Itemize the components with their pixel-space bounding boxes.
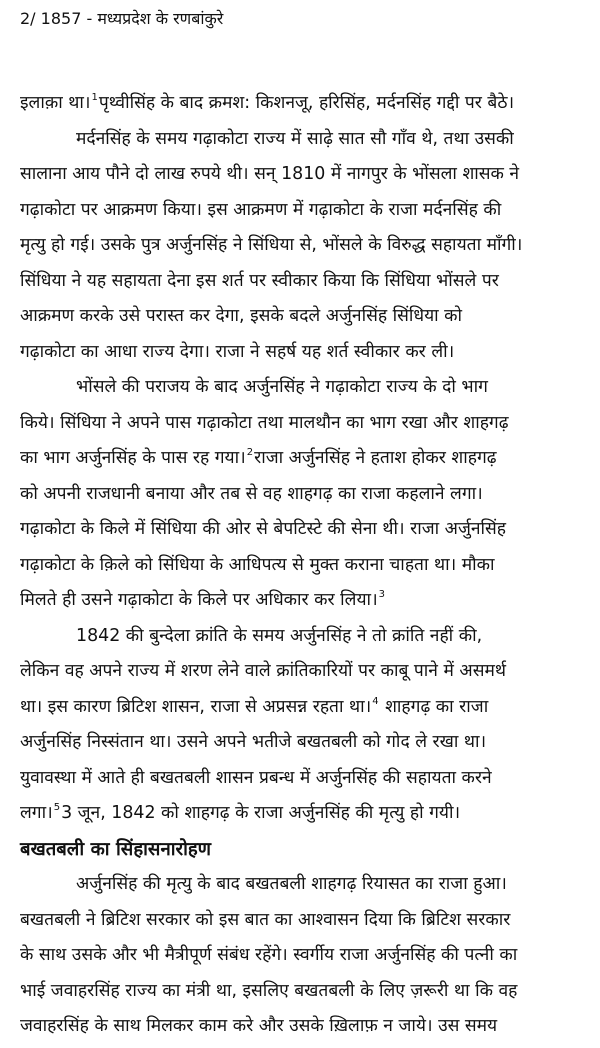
text-line: आक्रमण करके उसे परास्त कर देगा, इसके बदले अर्जुनसिंह सिंधिया को xyxy=(20,306,463,326)
text-block-before-heading xyxy=(20,86,582,832)
text-line: 1842 की बुन्देला क्रांति के समय अर्जुनसिंह ने तो क्रांति नहीं की, xyxy=(76,625,483,646)
line-text: 3 जून, 1842 को शाहगढ़ के राजा अर्जुनसिंह की मृत्यु हो गयी। xyxy=(61,803,461,823)
text-line: किये। सिंधिया ने अपने पास गढ़ाकोटा तथा मालथौन का भाग रखा और शाहगढ़ xyxy=(20,412,509,433)
text-line: सिंधिया ने यह सहायता देना इस शर्त पर स्वीकार किया कि सिंधिया भोंसले पर xyxy=(20,270,499,291)
text-line: बखतबली ने ब्रिटिश सरकार को इस बात का आश्वासन दिया कि ब्रिटिश सरकार xyxy=(20,909,511,930)
line-text: था। इस कारण ब्रिटिश शासन, राजा से अप्रसन्न रहता था। xyxy=(20,696,372,717)
text-line: युवावस्था में आते ही बखतबली शासन प्रबन्ध में अर्जुनसिंह की सहायता करने xyxy=(20,767,492,788)
running-head: 2/ 1857 - मध्यप्रदेश के रणबांकुरे xyxy=(20,9,224,28)
text-line: जवाहरसिंह के साथ मिलकर काम करे और उसके ख़िलाफ़ न जाये। उस समय xyxy=(20,1016,498,1036)
footnote-marker: 2 xyxy=(246,447,254,458)
line-text: इलाक़ा था। xyxy=(20,93,91,113)
text-line: लेकिन वह अपने राज्य में शरण लेने वाले क्रांतिकारियों पर काबू पाने में असमर्थ xyxy=(20,661,506,681)
text-line: गढ़ाकोटा पर आक्रमण किया। इस आक्रमण में गढ़ाकोटा के राजा मर्दनसिंह की xyxy=(20,199,502,220)
line-text: राजा अर्जुनसिंह ने हताश होकर शाहगढ़ xyxy=(254,448,497,468)
text-block-after-heading xyxy=(20,867,582,1045)
line-text: लगा। xyxy=(20,803,53,823)
line-text: पृथ्वीसिंह के बाद क्रमश: किशनजू, हरिसिंह, मर्दनसिंह गद्दी पर बैठे। xyxy=(98,93,515,113)
text-line xyxy=(20,441,582,477)
text-line xyxy=(20,796,582,832)
text-line: सालाना आय पौने दो लाख रुपये थी। सन् 1810 में नागपुर के भोंसला शासक ने xyxy=(20,164,520,184)
text-line: गढ़ाकोटा के किले में सिंधिया की ओर से बेपटिस्टे की सेना थी। राजा अर्जुनसिंह xyxy=(20,519,507,539)
line-text: मिलते ही उसने गढ़ाकोटा के किले पर अधिकार कर लिया। xyxy=(20,590,378,610)
text-line: मर्दनसिंह के समय गढ़ाकोटा राज्य में साढ़े सात सौ गाँव थे, तथा उसकी xyxy=(76,128,514,149)
text-line: को अपनी राजधानी बनाया और तब से वह शाहगढ़ का राजा कहलाने लगा। xyxy=(20,483,483,504)
text-line: मृत्यु हो गई। उसके पुत्र अर्जुनसिंह ने सिंधिया से, भोंसले के विरुद्ध सहायता माँगी। xyxy=(20,235,523,255)
body-text xyxy=(20,86,582,1045)
text-line: अर्जुनसिंह की मृत्यु के बाद बखतबली शाहगढ़ रियासत का राजा हुआ। xyxy=(76,874,507,894)
line-text: का भाग अर्जुनसिंह के पास रह गया। xyxy=(20,448,246,468)
text-line: गढ़ाकोटा के क़िले को सिंधिया के आधिपत्य से मुक्त कराना चाहता था। मौका xyxy=(20,554,495,575)
text-line xyxy=(20,583,582,619)
text-line: भोंसले की पराजय के बाद अर्जुनसिंह ने गढ़ाकोटा राज्य के दो भाग xyxy=(76,377,488,397)
text-line: गढ़ाकोटा का आधा राज्य देगा। राजा ने सहर्ष यह शर्त स्वीकार कर ली। xyxy=(20,341,455,362)
footnote-marker: 1 xyxy=(91,92,98,103)
text-line xyxy=(20,86,582,122)
text-line xyxy=(20,690,582,726)
section-heading: बखतबली का सिंहासनारोहण xyxy=(20,838,212,860)
text-line: के साथ उसके और भी मैत्रीपूर्ण संबंध रहेंगे। स्वर्गीय राजा अर्जुनसिंह की पत्नी का xyxy=(20,945,518,965)
line-text: शाहगढ़ का राजा xyxy=(379,696,489,717)
footnote-marker: 3 xyxy=(378,589,386,600)
footnote-marker: 5 xyxy=(53,802,61,813)
text-line: भाई जवाहरसिंह राज्य का मंत्री था, इसलिए बखतबली के लिए ज़रूरी था कि वह xyxy=(20,980,518,1001)
text-line: अर्जुनसिंह निस्संतान था। उसने अपने भतीजे बखतबली को गोद ले रखा था। xyxy=(20,732,487,752)
footnote-marker: 4 xyxy=(372,695,379,707)
